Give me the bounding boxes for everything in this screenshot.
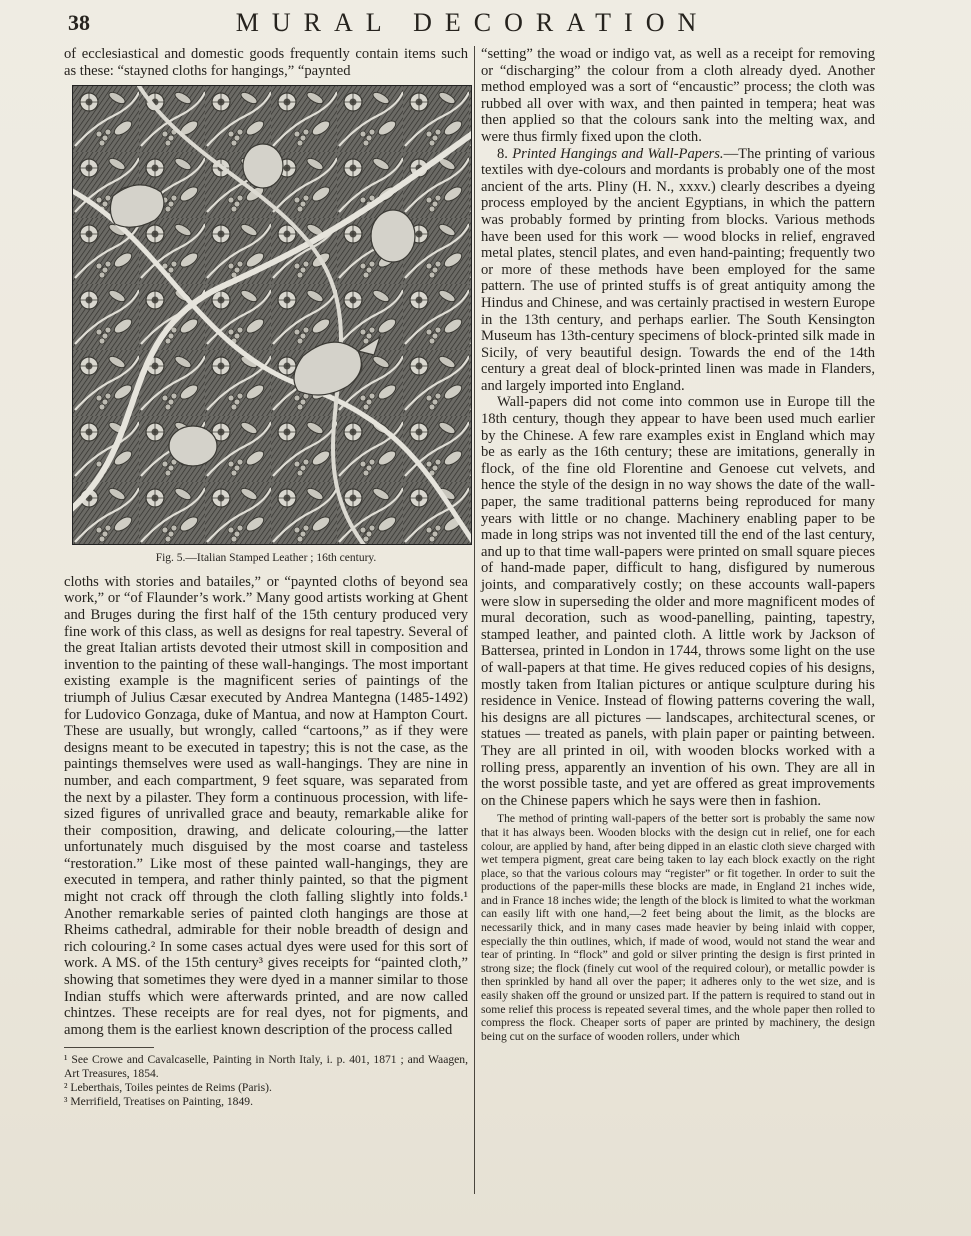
left-column xyxy=(64,46,468,1109)
page-number: 38 xyxy=(68,10,90,35)
figure-caption: Fig. 5.—Italian Stamped Leather ; 16th century. xyxy=(155,552,377,565)
figure-5 xyxy=(66,85,466,567)
footnote-1: ¹ See Crowe and Cavalcaselle, Painting in North Italy, i. p. 401, 1871 ; and Waagen, Art Treasures, 1854. xyxy=(64,1053,468,1081)
right-opening-paragraph: “setting” the woad or indigo vat, as well as a receipt for removing or “discharging” the colour from a cloth already dyed. Another method employed was a sort of “encaustic” process; the cloth was rubbed all over with wax, and then painted in tempera; heat was then applied so that the colours sank into the melting wax, and were thus firmly fixed upon the cloth. xyxy=(481,46,875,145)
footnotes xyxy=(64,1053,468,1109)
section-number: 8. xyxy=(497,145,508,162)
wall-papers-paragraph: Wall-papers did not come into common use in Europe till the 18th century, though they appear to have been used much earlier by the Chinese. A few rare examples exist in England which may be as early as the 16th century; these are imitations, generally in flock, of the fine old Florentine and Genoese cut velvets, and hence the style of the design in no way shows the date of the wall-paper, the same traditional patterns being reproduced for many years with little or no change. Machinery enabling paper to be made in long strips was not invented till the end of the last century, and up to that time wall-papers were printed on small square pieces of hand-made paper, difficult to hang, disfigured by numerous joints, and comparatively costly; on these accounts wall-papers were slow in superseding the older and more magnificent modes of mural decoration, such as wood-panelling, painting, tapestry, stamped leather, and painted cloth. A little work by Jackson of Battersea, printed in London in 1744, throws some light on the use of wall-papers at that time. He gives reduced copies of his designs, mostly taken from Italian pictures or antique sculpture during his residence in Venice. Instead of flowing patterns covering the wall, his designs are all pictures — landscapes, architectural scenes, or statues — treated as panels, with plain paper or painting between. They are all printed in oil, with wooden blocks worked with a rolling press, apparently an invention of his own. They are all in the worst possible taste, and yet are offered as great improvements on the Chinese papers which he says were then in fashion. xyxy=(481,394,875,809)
stamped-leather-illustration xyxy=(72,85,472,545)
running-title: MURAL DECORATION xyxy=(235,8,710,37)
right-column xyxy=(481,46,875,1043)
section-heading: Printed Hangings and Wall-Papers. xyxy=(512,145,724,162)
footnote-divider xyxy=(64,1047,154,1048)
running-head xyxy=(62,8,883,42)
left-main-paragraph: cloths with stories and batailes,” or “paynted cloths of beyond sea work,” or “of Flaunder’s work.” Many good artists working at Ghent and Bruges during the first half of the 15th century produced very fine work of this class, as well as designs for real tapestry. Several of the great Italian artists devoted their utmost skill in composition and invention to the painting of these wall-hangings. The most important existing example is the magnificent series of paintings of the triumph of Julius Cæsar executed by Andrea Mantegna (1485-1492) for Ludovico Gonzaga, duke of Mantua, and now at Hampton Court. These are usually, but wrongly, called “cartoons,” as if they were designs meant to be executed in tapestry; this is not the case, as the paintings themselves were used as wall-hangings. They are nine in number, and each compartment, 9 feet square, was separated from the next by a pilaster. They form a continuous procession, with life-sized figures of unrivalled grace and beauty, remarkable alike for their composition, drawing, and delicate colouring,—the latter unfortunately much disguised by the most coarse and tasteless “restoration.” Like most of these painted wall-hangings, they are executed in tempera, and rather thinly painted, so that the pigment might not crack off through the cloth falling slightly into folds.¹ Another remarkable series of painted cloth hangings are those at Rheims cathedral, admirable for their noble breadth of design and rich colouring.² In some cases actual dyes were used for this sort of work. A MS. of the 15th century³ gives receipts for “painted cloth,” showing that sometimes they were dyed in a manner similar to those Indian stuffs which were afterwards printed, and are now called chintzes. These receipts are for real dyes, not for pigments, and among them is the earliest known description of the process called xyxy=(64,573,468,1038)
column-divider xyxy=(474,46,475,1194)
printing-method-note: The method of printing wall-papers of the better sort is probably the same now that it has always been. Wooden blocks with the design cut in relief, one for each colour, are applied by hand, after being dipped in an elastic cloth sieve charged with wet tempera pigment, great care being taken to lay each block exactly on the right place, so that the various colours may “register” or fit together. In order to suit the productions of the paper-mills these blocks are made, in England 21 inches wide, and in France 18 inches wide; the length of the block is limited to what the workman can easily lift with one hand,—2 feet being about the limit, as the blocks are necessarily thick, and in many cases made heavier by being inlaid with copper, especially the thin outlines, which, if made of wood, would not stand the wear and tear of printing. In “flock” and gold or silver printing the design is first printed in strong size; the flock (finely cut wool of the required colour), or metallic powder is then sprinkled by hand all over the paper; it adheres only to the wet size, and is easily shaken off the ground or unsized part. If the pattern is required to stand out in some relief this process is repeated several times, and the whole paper then rolled to compress the flock. Cheaper sorts of paper are printed by machinery, the design being cut on the surface of wooden rollers, under which xyxy=(481,812,875,1043)
left-opening-paragraph: of ecclesiastical and domestic goods frequently contain items such as these: “stayned cloths for hangings,” “paynted xyxy=(64,46,468,79)
footnote-2: ² Leberthais, Toiles peintes de Reims (Paris). xyxy=(64,1081,272,1095)
printed-hangings-text: —The printing of various textiles with dye-colours and mordants is probably one of the most ancient of the arts. Pliny (H. N., xxxv.) clearly describes a dyeing process employed by the ancient Egyptians, in which the pattern was probably formed by printing from blocks. Various methods have been used for this work — wood blocks in relief, engraved metal plates, stencil plates, and even hand-painting; frequently two or more of these methods have been employed for the same pattern. The use of printed stuffs is of great antiquity among the Hindus and Chinese, and was certainly practised in western Europe in the 13th century, and perhaps earlier. The South Kensington Museum has 13th-century specimens of block-printed silk made in Sicily, of very beautiful design. Towards the end of the 14th century a great deal of block-printed linen was made in Flanders, and largely imported into England. xyxy=(481,145,875,394)
printed-hangings-paragraph xyxy=(481,146,875,395)
footnote-3: ³ Merrifield, Treatises on Painting, 1849. xyxy=(64,1095,253,1109)
